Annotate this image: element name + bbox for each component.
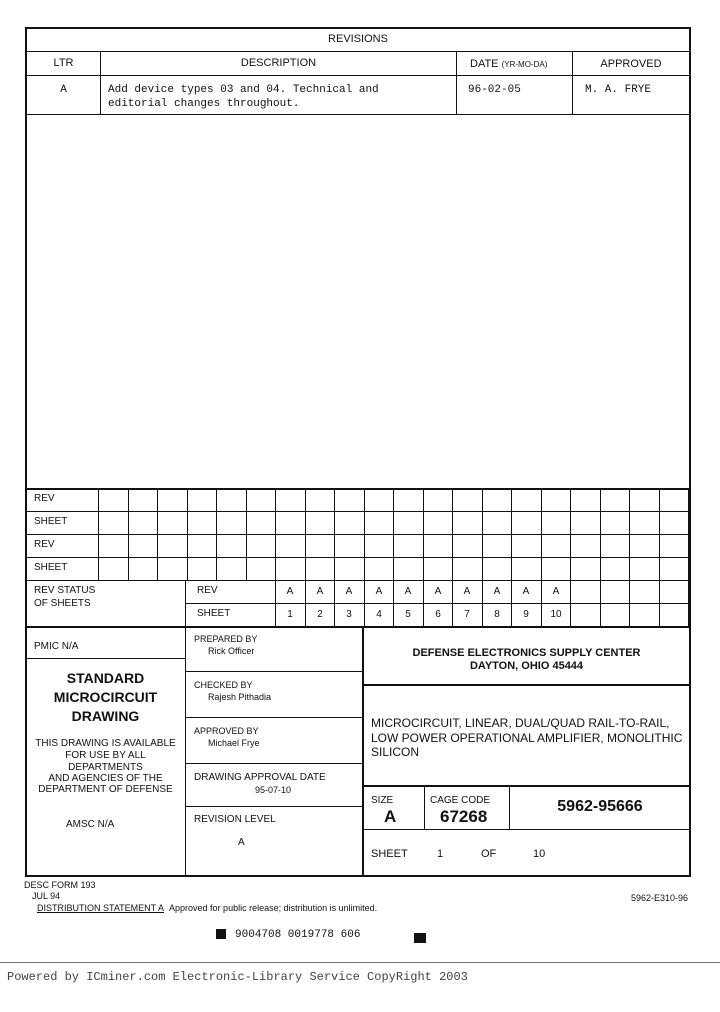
grid-col-line xyxy=(688,488,689,580)
status-sheet-cell: 6 xyxy=(435,609,441,620)
cage-value: 67268 xyxy=(440,807,488,826)
footer-rule xyxy=(0,962,720,963)
agency-line1: DEFENSE ELECTRONICS SUPPLY CENTER xyxy=(412,647,641,659)
grid-col-line xyxy=(393,488,394,580)
rev-status-line1: REV STATUS xyxy=(34,585,96,596)
grid-col-line xyxy=(128,488,129,580)
rule xyxy=(362,684,691,686)
header-date xyxy=(470,58,547,71)
grid-col-line xyxy=(423,488,424,580)
title-line3: SILICON xyxy=(371,745,420,759)
grid-col-line xyxy=(216,488,217,580)
avail-line3: DEPARTMENTS xyxy=(68,762,143,773)
distribution-text: Approved for public release; distribution is unlimited. xyxy=(169,903,378,913)
agency-line2: DAYTON, OHIO 45444 xyxy=(469,660,584,672)
prepared-name: Rick Officer xyxy=(208,646,255,656)
header-date-format: (YR-MO-DA) xyxy=(501,60,548,69)
status-sheet-cell: 9 xyxy=(523,609,529,620)
grid-col-line xyxy=(275,488,276,580)
revision-date: 96-02-05 xyxy=(468,84,521,96)
approval-date-label: DRAWING APPROVAL DATE xyxy=(194,772,326,783)
status-sheet-cell: 2 xyxy=(317,609,323,620)
rule xyxy=(25,557,691,558)
grid-col-line xyxy=(334,488,335,580)
amsc: AMSC N/A xyxy=(66,819,115,830)
approval-date: 95-07-10 xyxy=(255,785,292,795)
sheet-value: 1 xyxy=(437,848,444,860)
rule xyxy=(25,51,691,52)
grid-col-line xyxy=(187,488,188,580)
grid-col-line xyxy=(305,488,306,580)
grid-col-line xyxy=(452,488,453,580)
grid-col-line xyxy=(629,488,630,580)
status-sheet-cell: 10 xyxy=(550,609,562,620)
avail-line5: DEPARTMENT OF DEFENSE xyxy=(38,784,173,795)
checked-label: CHECKED BY xyxy=(194,680,253,690)
rev-status-line2: OF SHEETS xyxy=(34,598,91,609)
avail-line1: THIS DRAWING IS AVAILABLE xyxy=(35,738,176,749)
grid-col-line xyxy=(364,488,365,580)
frame-right xyxy=(689,27,691,877)
avail-line2: FOR USE BY ALL xyxy=(65,750,146,761)
prepared-label: PREPARED BY xyxy=(194,634,258,644)
status-sheet-cell: 1 xyxy=(287,609,293,620)
grid-col-line xyxy=(246,488,247,580)
status-col-line xyxy=(688,580,689,626)
rule xyxy=(25,75,691,76)
sheet-label-1: SHEET xyxy=(34,516,68,527)
revision-approved: M. A. FRYE xyxy=(585,84,652,96)
rule xyxy=(25,658,186,659)
grid-col-line xyxy=(600,488,601,580)
status-sheet-cell: 8 xyxy=(494,609,500,620)
rev-label-2: REV xyxy=(34,539,55,550)
header-approved: APPROVED xyxy=(600,58,662,70)
sheet-label-2: SHEET xyxy=(34,562,68,573)
status-col-line xyxy=(600,580,601,626)
pmic: PMIC N/A xyxy=(34,641,79,652)
form-line1: DESC FORM 193 xyxy=(24,880,96,890)
status-col-line xyxy=(629,580,630,626)
status-rev-cell: A xyxy=(404,586,412,597)
powered-by: Powered by ICminer.com Electronic-Library Service CopyRight 2003 xyxy=(7,970,468,984)
grid-col-line xyxy=(570,488,571,580)
rule xyxy=(509,786,510,830)
status-sheet-cell: 5 xyxy=(405,609,411,620)
title-line1: MICROCIRCUIT, LINEAR, DUAL/QUAD RAIL-TO-RAIL, xyxy=(371,716,670,730)
revision-ltr: A xyxy=(60,84,67,96)
grid-col-line xyxy=(541,488,542,580)
revision-level: A xyxy=(238,837,245,848)
status-rev-cell: A xyxy=(286,586,294,597)
status-rev-cell: A xyxy=(493,586,501,597)
size-value: A xyxy=(384,807,397,826)
standard-line3: DRAWING xyxy=(71,708,140,724)
rule xyxy=(25,114,691,115)
rule xyxy=(25,534,691,535)
rule xyxy=(185,806,363,807)
grid-col-line xyxy=(98,488,99,580)
rule xyxy=(362,785,691,787)
size-label: SIZE xyxy=(371,795,394,806)
revision-level-label: REVISION LEVEL xyxy=(194,814,276,825)
status-sheet-cell: 3 xyxy=(346,609,352,620)
status-rev-cell: A xyxy=(316,586,324,597)
avail-line4: AND AGENCIES OF THE xyxy=(48,773,163,784)
sheet-label: SHEET xyxy=(371,848,408,860)
rule xyxy=(424,786,425,830)
header-ltr: LTR xyxy=(53,57,74,69)
distribution-label: DISTRIBUTION STATEMENT A xyxy=(37,903,165,913)
grid-col-line xyxy=(659,488,660,580)
status-rev-cell: A xyxy=(463,586,471,597)
doc-code: 5962-E310-96 xyxy=(631,893,689,903)
status-rev-cell: A xyxy=(375,586,383,597)
distribution-statement xyxy=(37,903,377,913)
of-value: 10 xyxy=(533,848,546,860)
rule xyxy=(456,51,457,115)
status-rev-label: REV xyxy=(197,585,218,596)
status-rev-cell: A xyxy=(345,586,353,597)
revision-description-line1: Add device types 03 and 04. Technical and xyxy=(108,84,379,96)
grid-col-line xyxy=(511,488,512,580)
rule xyxy=(185,763,363,764)
status-sheet-cell: 7 xyxy=(464,609,470,620)
status-rev-cell: A xyxy=(552,586,560,597)
revision-description-line2: editorial changes throughout. xyxy=(108,98,300,110)
grid-col-line xyxy=(157,488,158,580)
status-sheet-label: SHEET xyxy=(197,608,231,619)
rule xyxy=(25,511,691,512)
rule xyxy=(185,717,363,718)
rule xyxy=(362,829,691,830)
form-line2: JUL 94 xyxy=(32,891,61,901)
standard-line1: STANDARD xyxy=(66,670,145,686)
rev-label-1: REV xyxy=(34,493,55,504)
rule xyxy=(25,626,691,628)
rule xyxy=(185,671,363,672)
standard-line2: MICROCIRCUIT xyxy=(53,689,158,705)
approved-name: Michael Frye xyxy=(208,738,260,748)
checked-name: Rajesh Pithadia xyxy=(208,692,272,702)
drawing-number: 5962-95666 xyxy=(557,798,643,815)
rule xyxy=(25,488,691,490)
grid-col-line xyxy=(482,488,483,580)
status-sheet-cell: 4 xyxy=(376,609,382,620)
barcode-right-block xyxy=(414,933,426,943)
frame-top xyxy=(25,27,691,29)
status-col-line xyxy=(659,580,660,626)
status-rev-cell: A xyxy=(434,586,442,597)
frame-bottom xyxy=(25,875,691,877)
status-rev-cell: A xyxy=(522,586,530,597)
title-line2: LOW POWER OPERATIONAL AMPLIFIER, MONOLITHIC xyxy=(371,731,683,745)
approved-label: APPROVED BY xyxy=(194,726,259,736)
cage-label: CAGE CODE xyxy=(430,795,491,806)
rule xyxy=(185,580,186,876)
barcode-text: 9004708 0019778 606 xyxy=(235,929,361,941)
of-label: OF xyxy=(481,848,497,860)
revisions-title: REVISIONS xyxy=(328,33,388,45)
header-description: DESCRIPTION xyxy=(240,57,317,69)
barcode-left-block xyxy=(216,929,226,939)
header-date-label: DATE xyxy=(470,58,499,70)
